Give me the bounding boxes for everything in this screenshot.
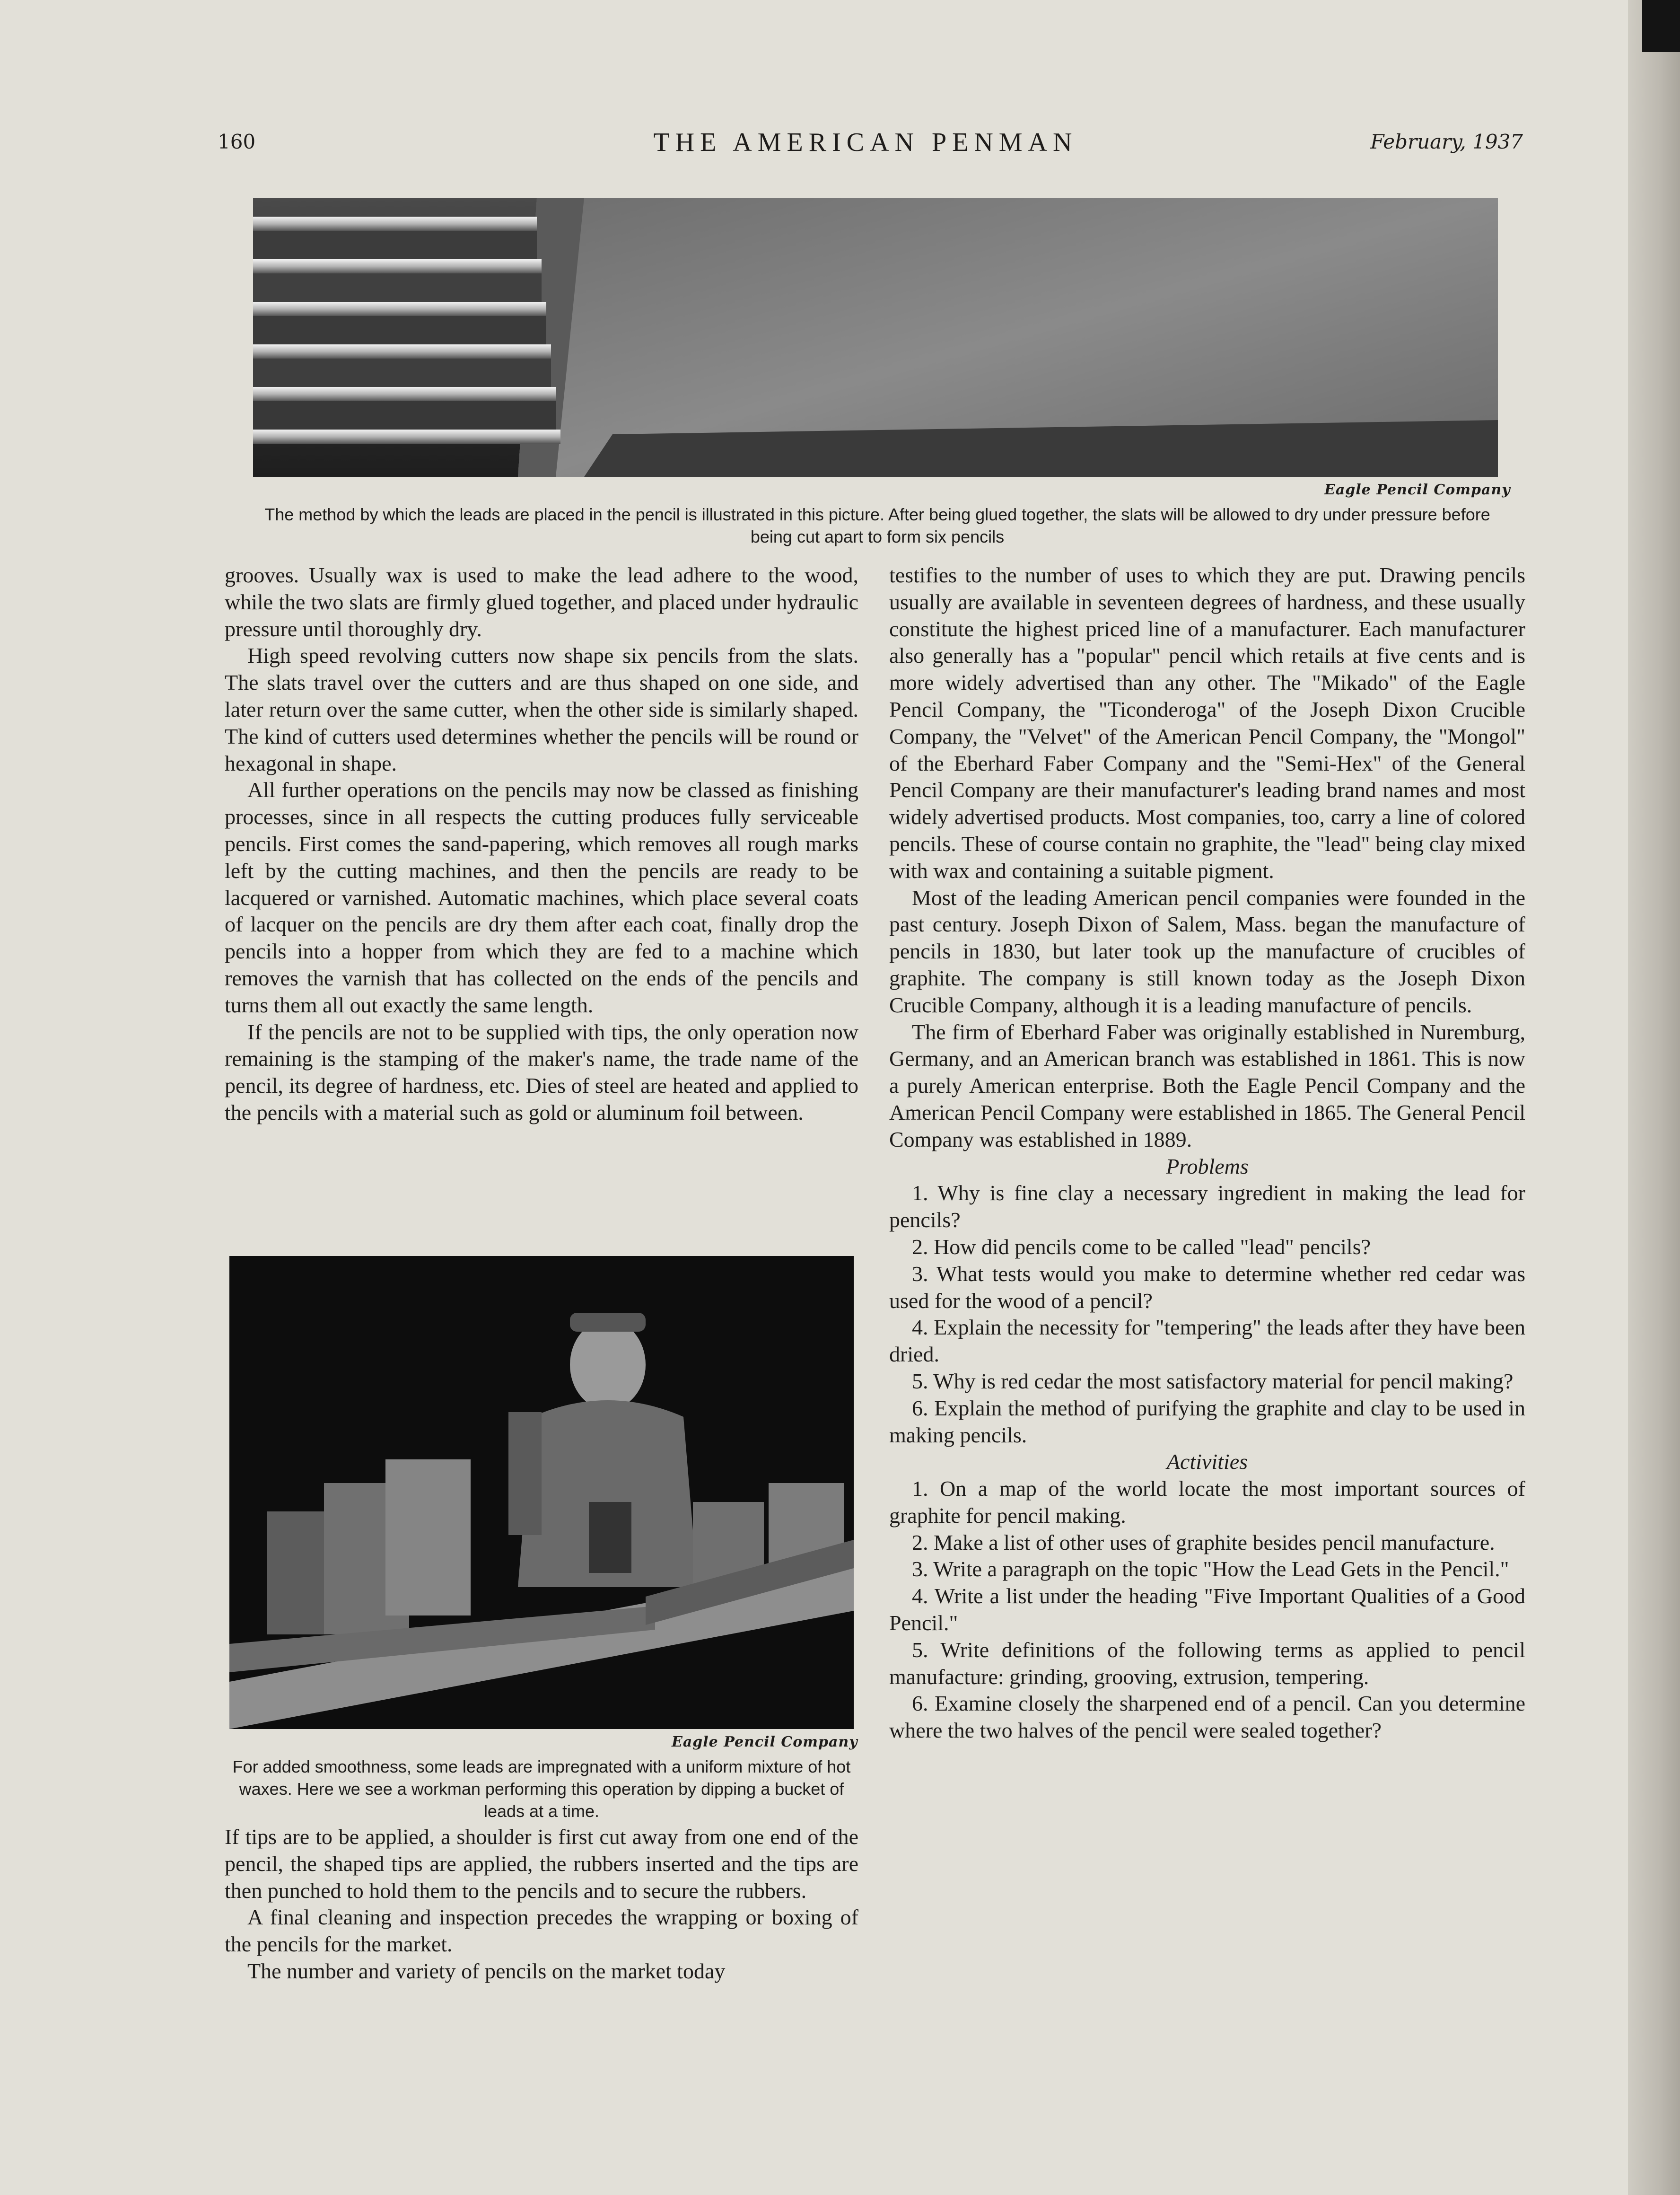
publication-title: THE AMERICAN PENMAN <box>653 128 1078 157</box>
activity-item: 4. Write a list under the heading "Five Important Qualities of a Good Pencil." <box>889 1584 1525 1635</box>
paragraph: The number and variety of pencils on the market today <box>247 1958 726 1983</box>
activity-item: 3. Write a paragraph on the topic "How the Lead Gets in the Pencil." <box>912 1557 1509 1581</box>
paragraph: If tips are to be applied, a shoulder is first cut away from one end of the pencil, the shaped tips are applied, the rubbers inserted and the tips are then punched to hold them to the pencils and to secure the rubbers. <box>225 1825 858 1903</box>
activity-item: 2. Make a list of other uses of graphite besides pencil manufacture. <box>912 1530 1495 1554</box>
paragraph: If the pencils are not to be supplied with tips, the only operation now remaining is the stamping of the maker's name, the trade name of the pencil, its degree of hardness, etc. Dies of steel are heated and applied to the pencils with a material such as gold or aluminum foil between. <box>225 1019 858 1124</box>
issue-date: February, 1937 <box>1370 130 1523 153</box>
paragraph: testifies to the number of uses to which they are put. Drawing pencils usually are available in seventeen degrees of hardness, and these usually constitute the highest priced line of a manufacturer. Each manufacturer also generally has a "popular" pencil which retails at five cents and is more widely advertised than any other. The "Mikado" of the Eagle Pencil Company, the "Ticonderoga" of the Joseph Dixon Crucible Company, the "Velvet" of the American Pencil Company, the "Mongol" of the Eberhard Faber Company and the "Semi-Hex" of the General Pencil Company are their manufacturer's leading brand names and most widely advertised products. Most companies, too, carry a line of colored pencils. These of course contain no graphite, the "lead" being clay mixed with wax and containing a suitable pigment. <box>889 563 1525 883</box>
activity-item: 5. Write definitions of the following terms as applied to pencil manufacture: grinding, grooving, extrusion, tempering. <box>889 1637 1525 1689</box>
paragraph: A final cleaning and inspection precedes the wrapping or boxing of the pencils for the market. <box>225 1905 858 1957</box>
figure-caption: The method by which the leads are placed in the pencil is illustrated in this picture. After being glued together, the slats will be allowed to dry under pressure before being cut apart to form six pencils <box>264 505 1490 546</box>
paragraph: All further operations on the pencils may now be classed as finishing processes, since in all respects the cutting produces fully serviceable pencils. First comes the sand-papering, which removes all rough marks left by the cutting machines, and then the pencils are ready to be lacquered or varnished. Automatic machines, which place several coats of lacquer on the pencils are dry them after each coat, finally drop the pencils into a hopper from which they are fed to a machine which removes the varnish that has collected on the ends of the pencils and turns them all out exactly the same length. <box>225 778 858 1017</box>
problem-item: 3. What tests would you make to determine whether red cedar was used for the wood of a pencil? <box>889 1261 1525 1313</box>
problem-item: 1. Why is fine clay a necessary ingredient in making the lead for pencils? <box>889 1181 1525 1232</box>
problems-heading: Problems <box>1166 1154 1249 1178</box>
running-header <box>208 130 1523 163</box>
photo-workman-dipping-leads <box>229 1256 854 1729</box>
figure-caption: For added smoothness, some leads are impregnated with a uniform mixture of hot waxes. Here we see a workman performing this operation by dipping a bucket of leads at a time. <box>232 1757 851 1821</box>
problem-item: 4. Explain the necessity for "tempering" the leads after they have been dried. <box>889 1315 1525 1367</box>
activity-item: 6. Examine closely the sharpened end of a pencil. Can you determine where the two halves of the pencil were sealed together? <box>889 1691 1525 1743</box>
paragraph: The firm of Eberhard Faber was originally established in Nuremburg, Germany, and an American branch was established in 1861. This is now a purely American enterprise. Both the Eagle Pencil Company and the American Pencil Company were established in 1865. The General Pencil Company was established in 1889. <box>889 1019 1525 1151</box>
photo-pencil-slats <box>253 198 1498 477</box>
right-column <box>889 562 1525 1744</box>
problem-item: 2. How did pencils come to be called "lead" pencils? <box>912 1234 1371 1259</box>
page-edge <box>1628 0 1680 2195</box>
activity-item: 1. On a map of the world locate the most important sources of graphite for pencil making. <box>889 1476 1525 1528</box>
paragraph: grooves. Usually wax is used to make the lead adhere to the wood, while the two slats are firmly glued together, and placed under hydraulic pressure until thoroughly dry. <box>225 563 858 641</box>
activities-heading: Activities <box>1166 1449 1248 1474</box>
problem-item: 5. Why is red cedar the most satisfactory material for pencil making? <box>912 1369 1514 1393</box>
page-corner-shadow <box>1642 0 1680 52</box>
page-number: 160 <box>218 130 256 153</box>
photo-credit: Eagle Pencil Company <box>672 1734 858 1750</box>
left-column-bottom <box>225 1824 858 1985</box>
problem-item: 6. Explain the method of purifying the graphite and clay to be used in making pencils. <box>889 1396 1525 1447</box>
left-column-top <box>225 562 858 1126</box>
paragraph: High speed revolving cutters now shape six pencils from the slats. The slats travel over the cutters and are thus shaped on one side, and later return over the same cutter, when the other side is similarly shaped. The kind of cutters used determines whether the pencils will be round or hexagonal in shape. <box>225 643 858 775</box>
photo-credit: Eagle Pencil Company <box>1324 482 1511 498</box>
paragraph: Most of the leading American pencil companies were founded in the past century. Joseph Dixon of Salem, Mass. began the manufacture of pencils in 1830, but later took up the manufacture of crucibles of graphite. The company is still known today as the Joseph Dixon Crucible Company, although it is a leading manufacture of pencils. <box>889 885 1525 1017</box>
